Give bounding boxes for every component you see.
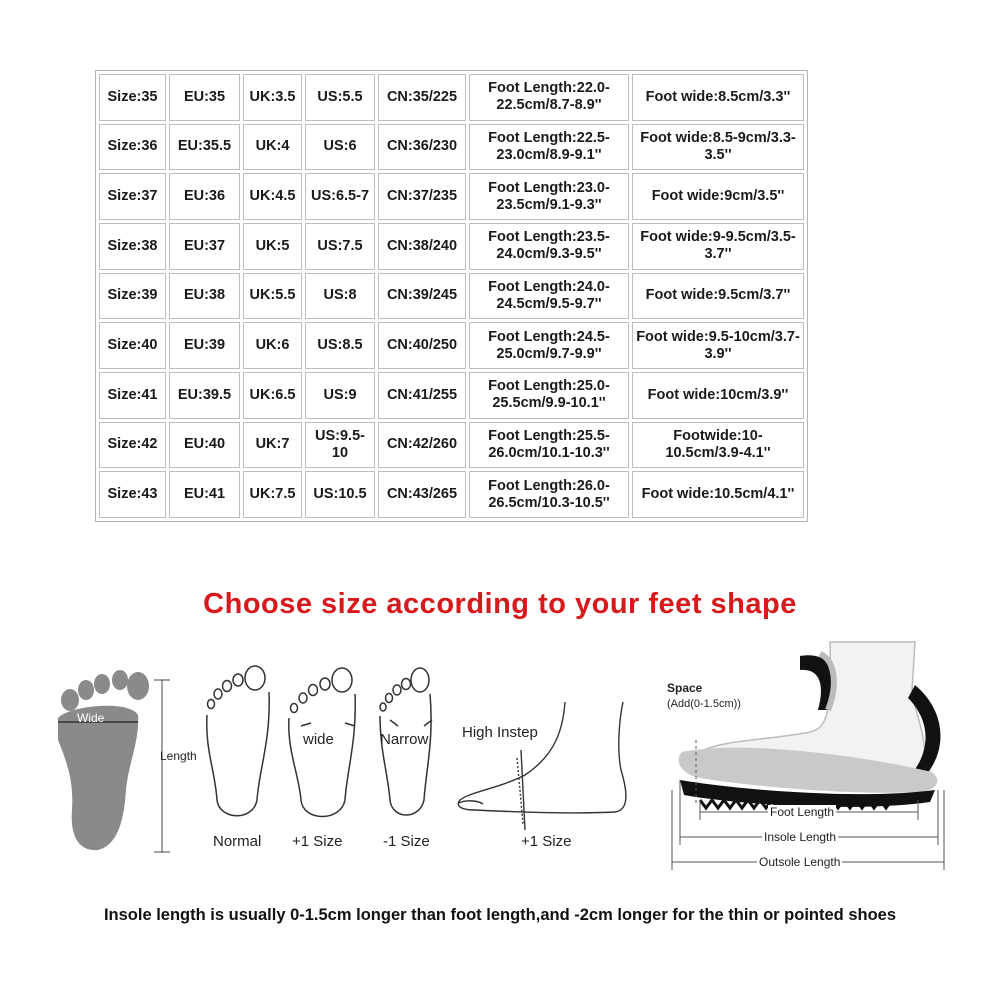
cell-size: Size:35 xyxy=(99,74,166,121)
cell-uk: UK:4 xyxy=(243,124,302,171)
cell-us: US:5.5 xyxy=(305,74,375,121)
cell-foot-length: Foot Length:25.0-25.5cm/9.9-10.1'' xyxy=(469,372,629,419)
cell-foot-length: Foot Length:22.0-22.5cm/8.7-8.9'' xyxy=(469,74,629,121)
table-row xyxy=(99,223,804,270)
cell-foot-length: Foot Length:26.0-26.5cm/10.3-10.5'' xyxy=(469,471,629,518)
cell-size: Size:36 xyxy=(99,124,166,171)
cell-cn: CN:37/235 xyxy=(378,173,466,220)
cell-size: Size:41 xyxy=(99,372,166,419)
cell-eu: EU:38 xyxy=(169,273,240,320)
cell-uk: UK:7.5 xyxy=(243,471,302,518)
cell-us: US:10.5 xyxy=(305,471,375,518)
cell-eu: EU:35 xyxy=(169,74,240,121)
outsole-length-label: Outsole Length xyxy=(759,855,841,869)
high-instep-icon xyxy=(455,700,635,830)
cell-foot-length: Foot Length:24.0-24.5cm/9.5-9.7'' xyxy=(469,273,629,320)
space-label: Space xyxy=(667,681,703,695)
cell-size: Size:39 xyxy=(99,273,166,320)
cell-foot-wide: Foot wide:8.5cm/3.3'' xyxy=(632,74,804,121)
cell-foot-length: Foot Length:23.5-24.0cm/9.3-9.5'' xyxy=(469,223,629,270)
narrow-foot-label: Narrow xyxy=(380,731,429,748)
footer-note: Insole length is usually 0-1.5cm longer than foot length,and -2cm longer for the thin or pointed shoes xyxy=(103,906,897,924)
cell-cn: CN:43/265 xyxy=(378,471,466,518)
wide-foot-label: wide xyxy=(303,731,334,748)
cell-cn: CN:38/240 xyxy=(378,223,466,270)
cell-foot-length: Foot Length:24.5-25.0cm/9.7-9.9'' xyxy=(469,322,629,369)
cell-cn: CN:39/245 xyxy=(378,273,466,320)
normal-caption: Normal xyxy=(213,833,262,850)
cell-us: US:8.5 xyxy=(305,322,375,369)
table-row xyxy=(99,372,804,419)
cell-uk: UK:5.5 xyxy=(243,273,302,320)
cell-eu: EU:41 xyxy=(169,471,240,518)
cell-eu: EU:39.5 xyxy=(169,372,240,419)
cell-foot-length: Foot Length:25.5-26.0cm/10.1-10.3'' xyxy=(469,422,629,469)
cell-cn: CN:42/260 xyxy=(378,422,466,469)
cell-uk: UK:3.5 xyxy=(243,74,302,121)
table-row xyxy=(99,74,804,121)
cell-foot-wide: Foot wide:9-9.5cm/3.5-3.7'' xyxy=(632,223,804,270)
table-row xyxy=(99,124,804,171)
cell-us: US:6 xyxy=(305,124,375,171)
cell-eu: EU:39 xyxy=(169,322,240,369)
cell-eu: EU:36 xyxy=(169,173,240,220)
cell-eu: EU:37 xyxy=(169,223,240,270)
cell-cn: CN:35/225 xyxy=(378,74,466,121)
foot-length-label: Foot Length xyxy=(770,805,835,819)
table-row xyxy=(99,273,804,320)
cell-size: Size:43 xyxy=(99,471,166,518)
cell-us: US:8 xyxy=(305,273,375,320)
cell-cn: CN:41/255 xyxy=(378,372,466,419)
cell-uk: UK:6 xyxy=(243,322,302,369)
cell-size: Size:38 xyxy=(99,223,166,270)
cell-us: US:7.5 xyxy=(305,223,375,270)
narrow-foot-caption: -1 Size xyxy=(383,833,430,850)
cell-uk: UK:4.5 xyxy=(243,173,302,220)
cell-foot-wide: Foot wide:8.5-9cm/3.3-3.5'' xyxy=(632,124,804,171)
cell-eu: EU:40 xyxy=(169,422,240,469)
cell-foot-wide: Foot wide:10cm/3.9'' xyxy=(632,372,804,419)
shoe-cross-section-icon xyxy=(660,640,960,880)
length-label: Length xyxy=(160,749,197,763)
guide-title: Choose size according to your feet shape xyxy=(203,588,797,620)
cell-foot-wide: Foot wide:10.5cm/4.1'' xyxy=(632,471,804,518)
cell-size: Size:42 xyxy=(99,422,166,469)
high-instep-label: High Instep xyxy=(462,724,538,741)
cell-eu: EU:35.5 xyxy=(169,124,240,171)
cell-uk: UK:7 xyxy=(243,422,302,469)
cell-foot-wide: Foot wide:9.5cm/3.7'' xyxy=(632,273,804,320)
space-note: (Add(0-1.5cm)) xyxy=(667,698,741,710)
cell-foot-length: Foot Length:23.0-23.5cm/9.1-9.3'' xyxy=(469,173,629,220)
table-row xyxy=(99,422,804,469)
normal-foot-icon xyxy=(203,660,283,825)
cell-foot-wide: Footwide:10-10.5cm/3.9-4.1'' xyxy=(632,422,804,469)
cell-uk: UK:6.5 xyxy=(243,372,302,419)
wide-label: Wide xyxy=(77,711,105,725)
cell-uk: UK:5 xyxy=(243,223,302,270)
cell-foot-wide: Foot wide:9.5-10cm/3.7-3.9'' xyxy=(632,322,804,369)
cell-foot-length: Foot Length:22.5-23.0cm/8.9-9.1'' xyxy=(469,124,629,171)
cell-cn: CN:36/230 xyxy=(378,124,466,171)
cell-size: Size:40 xyxy=(99,322,166,369)
cell-us: US:9 xyxy=(305,372,375,419)
size-chart-table xyxy=(95,70,808,522)
cell-cn: CN:40/250 xyxy=(378,322,466,369)
cell-foot-wide: Foot wide:9cm/3.5'' xyxy=(632,173,804,220)
table-row xyxy=(99,173,804,220)
insole-length-label: Insole Length xyxy=(764,830,837,844)
table-row xyxy=(99,471,804,518)
high-instep-caption: +1 Size xyxy=(521,833,572,850)
wide-foot-caption: +1 Size xyxy=(292,833,343,850)
table-row xyxy=(99,322,804,369)
cell-us: US:9.5-10 xyxy=(305,422,375,469)
cell-size: Size:37 xyxy=(99,173,166,220)
cell-us: US:6.5-7 xyxy=(305,173,375,220)
